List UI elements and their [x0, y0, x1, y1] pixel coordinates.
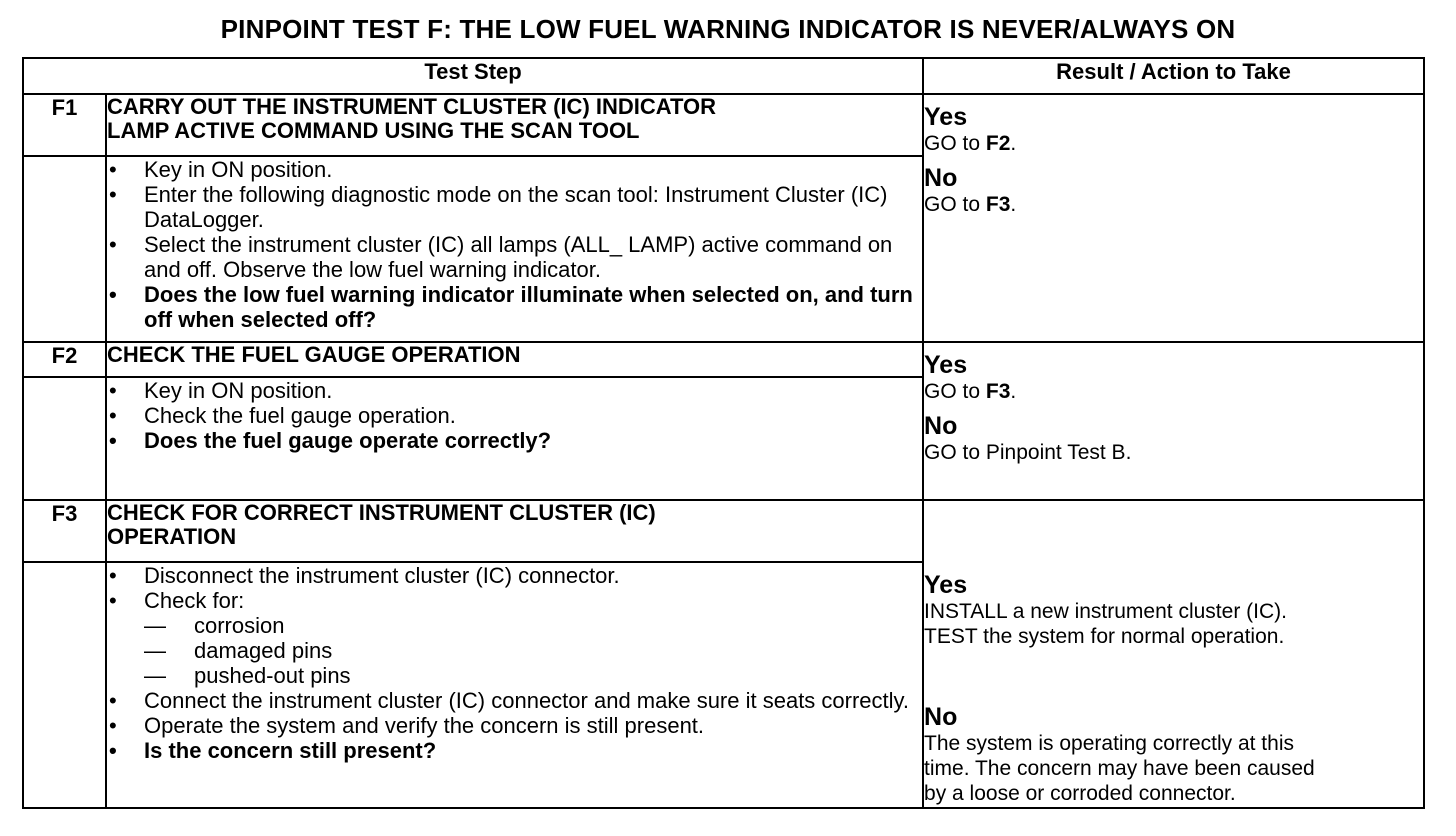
- step-f1-heading-line: LAMP ACTIVE COMMAND USING THE SCAN TOOL: [107, 118, 640, 143]
- check-item: [144, 638, 922, 663]
- check-item: [144, 663, 922, 688]
- page-title: PINPOINT TEST F: THE LOW FUEL WARNING INDICATOR IS NEVER/ALWAYS ON: [220, 14, 1236, 44]
- no-action-target: F3: [985, 193, 1011, 216]
- step-f1-heading-row: [23, 94, 1424, 156]
- step-f1-yes-label: Yes: [924, 103, 968, 131]
- check-item: [144, 613, 922, 638]
- list-item-text: Disconnect the instrument cluster (IC) connector.: [144, 563, 620, 588]
- step-f3-heading-row: [23, 500, 1424, 562]
- list-item: [107, 232, 922, 282]
- step-f2-no-action: GO to Pinpoint Test B.: [924, 441, 1132, 464]
- check-item-text: corrosion: [194, 613, 285, 638]
- list-item-question: [107, 282, 922, 332]
- result-header: Result / Action to Take: [923, 58, 1424, 94]
- step-f3-heading: [106, 500, 923, 562]
- step-f2-heading-row: [23, 342, 1424, 377]
- yes-action-target: F2: [985, 132, 1011, 155]
- step-f3-body: [106, 562, 923, 808]
- step-f1-heading-line: CARRY OUT THE INSTRUMENT CLUSTER (IC) INDICATOR: [107, 94, 717, 119]
- list-item-text: Key in ON position.: [144, 157, 333, 182]
- dash-icon: —: [144, 663, 166, 688]
- list-item: [107, 713, 922, 738]
- list-item-text: Check for:: [144, 588, 245, 613]
- list-item: [107, 378, 922, 403]
- step-f2-result: [923, 342, 1424, 500]
- step-f2-yes-action: GO to F3.: [924, 380, 1017, 403]
- step-f3-no-label: No: [924, 703, 958, 731]
- bullet-icon: •: [109, 563, 117, 588]
- no-action-line: time. The concern may have been caused: [924, 757, 1315, 780]
- list-item: [107, 182, 922, 232]
- yes-action-line: TEST the system for normal operation.: [924, 625, 1285, 648]
- bullet-icon: •: [109, 403, 117, 428]
- list-item-question: [107, 428, 922, 453]
- list-item: [107, 563, 922, 588]
- bullet-icon: •: [109, 282, 117, 307]
- pinpoint-test-table: [22, 57, 1425, 809]
- list-item-question: [107, 738, 922, 763]
- list-item: [107, 688, 922, 713]
- bullet-icon: •: [109, 157, 117, 182]
- bullet-icon: •: [109, 378, 117, 403]
- no-action-line: The system is operating correctly at this: [924, 732, 1294, 755]
- list-item-text: Enter the following diagnostic mode on the scan tool: Instrument Cluster (IC) DataLogger.: [144, 182, 888, 232]
- step-f1-body: [106, 156, 923, 342]
- step-f3-heading-line: OPERATION: [107, 524, 237, 549]
- yes-action-target: F3: [985, 380, 1011, 403]
- step-id-f1: F1: [23, 94, 106, 156]
- header-row: [23, 58, 1424, 94]
- no-action-line: by a loose or corroded connector.: [924, 782, 1236, 805]
- bullet-icon: •: [109, 713, 117, 738]
- step-f3-result: [923, 500, 1424, 808]
- step-id-f1-spacer: [23, 156, 106, 342]
- list-item-text: Select the instrument cluster (IC) all lamps (ALL_ LAMP) active command on and off. Observe the low fuel warning indicator.: [144, 232, 893, 282]
- list-item: [107, 403, 922, 428]
- bullet-icon: •: [109, 688, 117, 713]
- test-step-header: Test Step: [23, 58, 923, 94]
- bullet-icon: •: [109, 428, 117, 453]
- dash-icon: —: [144, 638, 166, 663]
- step-f2-yes-label: Yes: [924, 351, 968, 379]
- list-item-text: Operate the system and verify the concern is still present.: [144, 713, 705, 738]
- step-f1-result: [923, 94, 1424, 342]
- check-for-list: [144, 613, 922, 688]
- question-text: Is the concern still present?: [144, 738, 437, 763]
- step-id-f2: F2: [23, 342, 106, 377]
- no-action-prefix: GO to: [924, 193, 981, 216]
- question-text: Does the fuel gauge operate correctly?: [144, 428, 552, 453]
- check-item-text: damaged pins: [194, 638, 333, 663]
- dash-icon: —: [144, 613, 166, 638]
- bullet-icon: •: [109, 588, 117, 613]
- list-item: [107, 588, 922, 688]
- yes-action-line: INSTALL a new instrument cluster (IC).: [924, 600, 1287, 623]
- step-f3-bullets: [107, 563, 922, 763]
- step-f3-yes-label: Yes: [924, 571, 968, 599]
- bullet-icon: •: [109, 232, 117, 257]
- step-f1-heading: [106, 94, 923, 156]
- step-f2-heading: [106, 342, 923, 377]
- list-item: [107, 157, 922, 182]
- check-item-text: pushed-out pins: [194, 663, 351, 688]
- step-f1-yes-action: GO to F2.: [924, 132, 1017, 155]
- step-f3-yes-action: [924, 599, 1423, 649]
- step-id-f3: F3: [23, 500, 106, 562]
- step-id-f2-spacer: [23, 377, 106, 500]
- list-item-text: Connect the instrument cluster (IC) connector and make sure it seats correctly.: [144, 688, 910, 713]
- step-f2-no-label: No: [924, 412, 958, 440]
- yes-action-prefix: GO to: [924, 132, 981, 155]
- step-f2-heading-line: CHECK THE FUEL GAUGE OPERATION: [107, 342, 521, 367]
- step-f2-body: [106, 377, 923, 500]
- bullet-icon: •: [109, 182, 117, 207]
- bullet-icon: •: [109, 738, 117, 763]
- step-f1-no-action: GO to F3.: [924, 193, 1017, 216]
- step-id-f3-spacer: [23, 562, 106, 808]
- yes-action-prefix: GO to: [924, 380, 981, 403]
- step-f1-no-label: No: [924, 164, 958, 192]
- step-f3-heading-line: CHECK FOR CORRECT INSTRUMENT CLUSTER (IC): [107, 500, 656, 525]
- list-item-text: Check the fuel gauge operation.: [144, 403, 456, 428]
- step-f3-no-action: [924, 731, 1423, 806]
- step-f1-bullets: [107, 157, 922, 332]
- step-f2-bullets: [107, 378, 922, 453]
- list-item-text: Key in ON position.: [144, 378, 333, 403]
- question-text: Does the low fuel warning indicator illuminate when selected on, and turn off when selected off?: [144, 282, 913, 332]
